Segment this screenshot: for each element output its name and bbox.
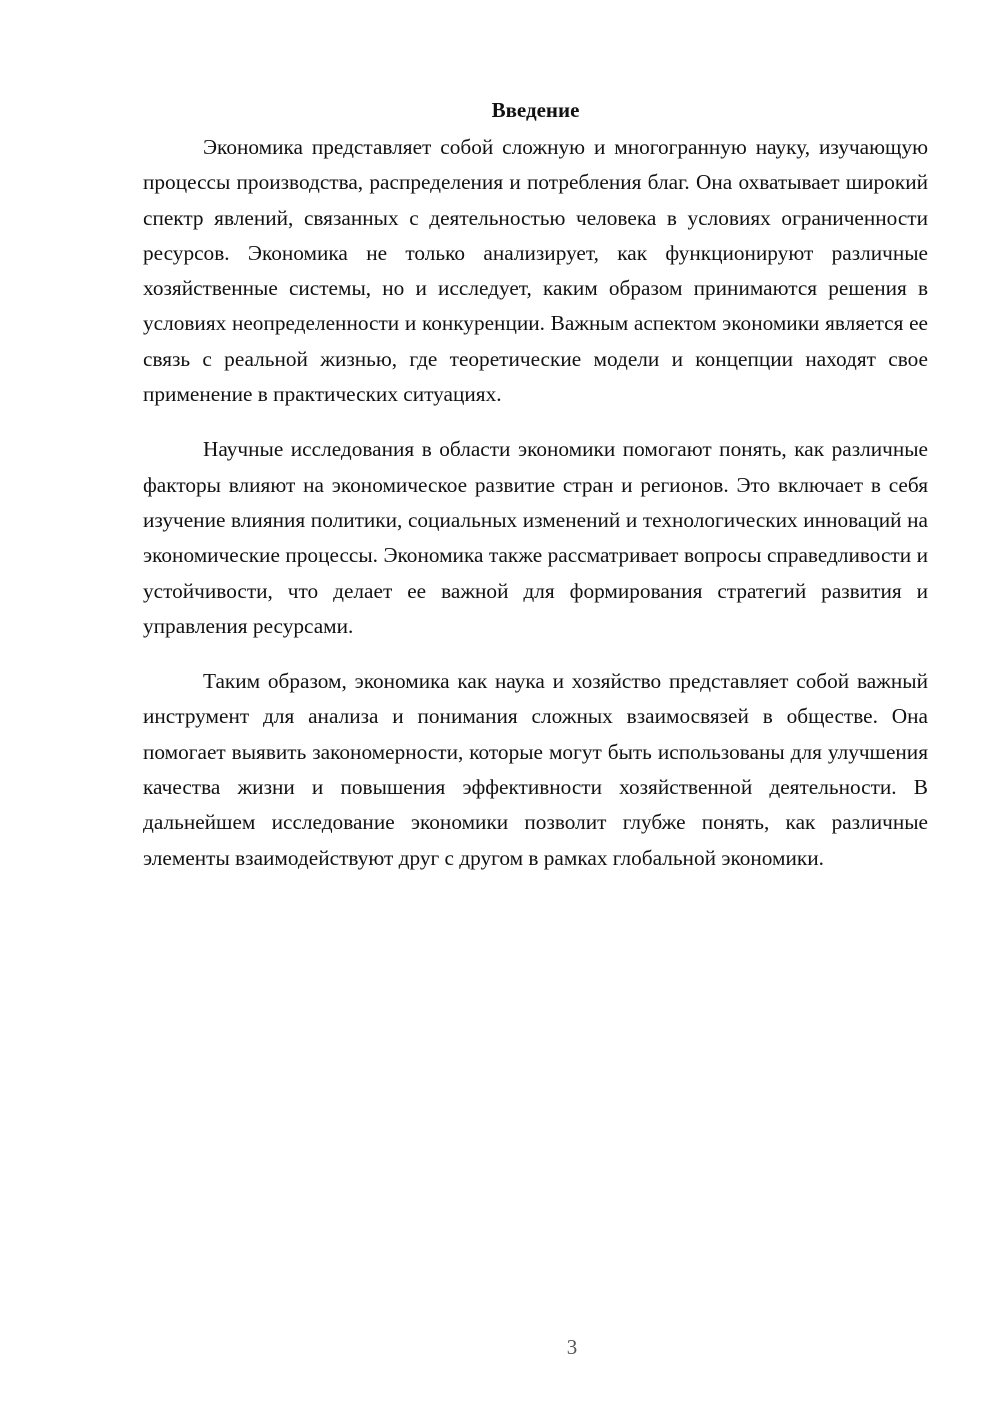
paragraph-3: Таким образом, экономика как наука и хозяйство представляет собой важный инструмент для анализа и понимания сложных взаимосвязей в обществе. Она помогает выявить закономерности, которые могут быть использованы для улучшения качества жизни и повышения эффективности хозяйственной деятельности. В дальнейшем исследование экономики позволит глубже понять, как различные элементы взаимодействуют друг с другом в рамках глобальной экономики.: [143, 669, 928, 870]
paragraph-1: Экономика представляет собой сложную и многогранную науку, изучающую процессы производства, распределения и потребления благ. Она охватывает широкий спектр явлений, связанных с деятельностью человека в условиях ограниченности ресурсов. Экономика не только анализирует, как функционируют различные хозяйственные системы, но и исследует, каким образом принимаются решения в условиях неопределенности и конкуренции. Важным аспектом экономики является ее связь с реальной жизнью, где теоретические модели и концепции находят свое применение в практических ситуациях.: [143, 135, 928, 407]
section-title: Введение: [491, 98, 580, 122]
page-number: 3: [566, 1335, 578, 1359]
paragraph-2: Научные исследования в области экономики помогают понять, как различные факторы влияют на экономическое развитие стран и регионов. Это включает в себя изучение влияния политики, социальных изменений и технологических инноваций на экономические процессы. Экономика также рассматривает вопросы справедливости и устойчивости, что делает ее важной для формирования стратегий развития и управления ресурсами.: [143, 437, 928, 638]
page-content: [143, 95, 928, 876]
